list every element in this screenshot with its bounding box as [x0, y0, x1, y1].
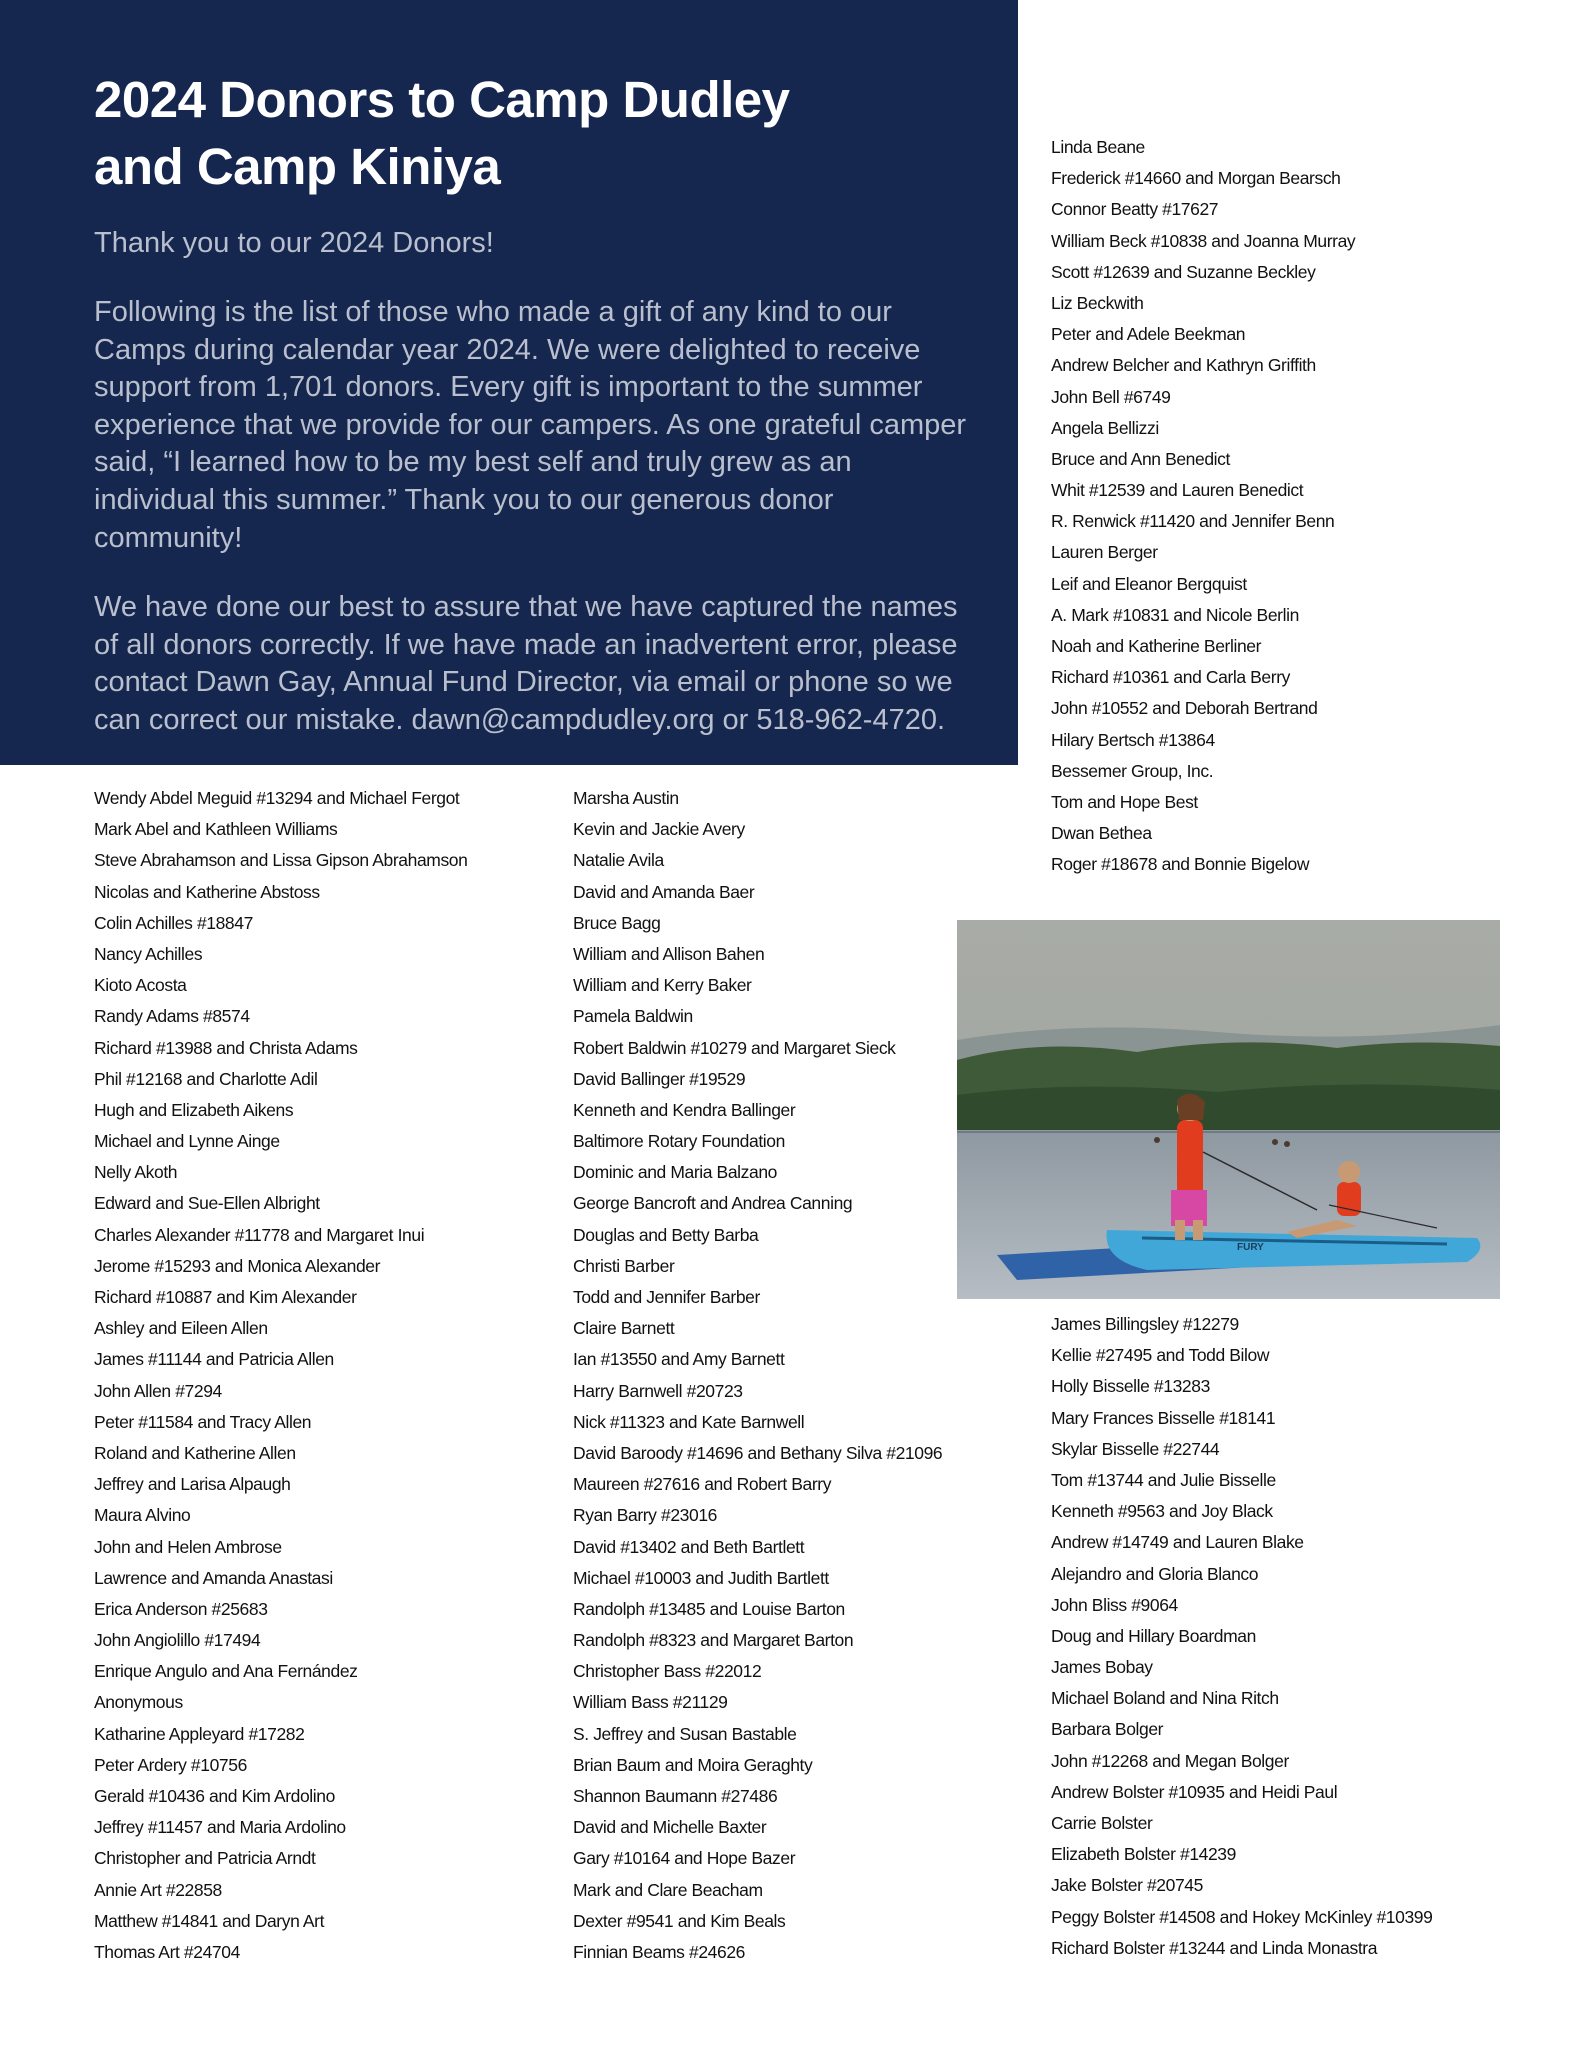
donor-entry: Jake Bolster #20745	[1051, 1875, 1203, 1896]
donor-entry: Peter and Adele Beekman	[1051, 324, 1246, 345]
donor-entry: Roland and Katherine Allen	[94, 1442, 296, 1463]
donor-entry: Richard #10361 and Carla Berry	[1051, 667, 1290, 688]
donor-entry: Natalie Avila	[573, 850, 664, 871]
donor-entry: Colin Achilles #18847	[94, 912, 253, 933]
donor-entry: Enrique Angulo and Ana Fernández	[94, 1661, 358, 1682]
donor-entry: Finnian Beams #24626	[573, 1941, 745, 1962]
donor-entry: David and Amanda Baer	[573, 881, 755, 902]
donor-entry: Michael Boland and Nina Ritch	[1051, 1688, 1279, 1709]
donor-entry: Peter Ardery #10756	[94, 1754, 247, 1775]
header-panel	[0, 0, 1018, 765]
title-line-1: 2024 Donors to Camp Dudley	[94, 71, 790, 128]
donor-entry: Maureen #27616 and Robert Barry	[573, 1474, 832, 1495]
donor-entry: John Angiolillo #17494	[94, 1630, 261, 1651]
donor-entry: Liz Beckwith	[1051, 292, 1144, 313]
donor-entry: Ashley and Eileen Allen	[94, 1318, 268, 1339]
donor-entry: Frederick #14660 and Morgan Bearsch	[1051, 168, 1341, 189]
donor-entry: Andrew #14749 and Lauren Blake	[1051, 1532, 1304, 1553]
donor-entry: Pamela Baldwin	[573, 1006, 693, 1027]
contact-paragraph: We have done our best to assure that we have captured the names of all donors correctly. If we have made an inadvertent error, please contact Dawn Gay, Annual Fund Director, via email or phone so we can correct our mistake. dawn@campdudley.org or 518-962-4720.	[94, 591, 958, 736]
donor-entry: James Billingsley #12279	[1051, 1314, 1239, 1334]
donor-entry: Douglas and Betty Barba	[573, 1224, 759, 1245]
donor-entry: Todd and Jennifer Barber	[573, 1287, 760, 1307]
donor-entry: Mark and Clare Beacham	[573, 1879, 763, 1900]
donor-column-2	[573, 783, 942, 1968]
donor-entry: Kenneth #9563 and Joy Black	[1051, 1501, 1273, 1522]
donor-entry: Nancy Achilles	[94, 943, 203, 964]
title-line-2: and Camp Kiniya	[94, 138, 501, 195]
donor-entry: David and Michelle Baxter	[573, 1817, 767, 1838]
donor-entry: Tom #13744 and Julie Bisselle	[1051, 1469, 1276, 1490]
donor-column-3-bottom	[1051, 1309, 1432, 1964]
donor-entry: Christopher and Patricia Arndt	[94, 1848, 316, 1869]
donor-entry: A. Mark #10831 and Nicole Berlin	[1051, 604, 1299, 625]
donor-entry: Bessemer Group, Inc.	[1051, 760, 1214, 781]
donor-entry: Kioto Acosta	[94, 975, 187, 996]
donor-entry: Richard Bolster #13244 and Linda Monastra	[1051, 1937, 1378, 1958]
donor-entry: John #12268 and Megan Bolger	[1051, 1750, 1289, 1771]
donor-entry: Doug and Hillary Boardman	[1051, 1625, 1256, 1646]
donor-entry: David Ballinger #19529	[573, 1068, 746, 1089]
donor-entry: S. Jeffrey and Susan Bastable	[573, 1723, 797, 1744]
donor-entry: Elizabeth Bolster #14239	[1051, 1844, 1236, 1865]
donor-entry: Jeffrey and Larisa Alpaugh	[94, 1474, 291, 1495]
donor-entry: Richard #13988 and Christa Adams	[94, 1037, 358, 1058]
donor-entry: Hilary Bertsch #13864	[1051, 729, 1215, 750]
donor-entry: Erica Anderson #25683	[94, 1598, 268, 1619]
donor-entry: Bruce Bagg	[573, 912, 661, 933]
donor-entry: Maura Alvino	[94, 1505, 191, 1526]
donor-entry: Claire Barnett	[573, 1318, 675, 1339]
donor-entry: Ryan Barry #23016	[573, 1505, 717, 1526]
donor-entry: Nicolas and Katherine Abstoss	[94, 881, 320, 902]
donor-entry: Dominic and Maria Balzano	[573, 1162, 777, 1183]
donor-entry: Baltimore Rotary Foundation	[573, 1131, 785, 1152]
donor-entry: Thomas Art #24704	[94, 1941, 240, 1962]
donor-entry: Edward and Sue-Ellen Albright	[94, 1193, 320, 1214]
donor-entry: Andrew Belcher and Kathryn Griffith	[1051, 355, 1316, 376]
intro-paragraph: Following is the list of those who made a gift of any kind to our Camps during calendar year 2024. We were delighted to receive support from 1,701 donors. Every gift is important to the summer experience that we provide for our campers. As one grateful camper said, “I learned how to be my best self and truly grew as an individual this summer.” Thank you to our generous donor community!	[94, 296, 967, 554]
donor-entry: James Bobay	[1051, 1657, 1153, 1678]
donor-entry: Bruce and Ann Benedict	[1051, 448, 1230, 469]
donor-entry: Nick #11323 and Kate Barnwell	[573, 1411, 805, 1432]
donor-entry: Roger #18678 and Bonnie Bigelow	[1051, 854, 1310, 875]
donor-entry: Holly Bisselle #13283	[1051, 1376, 1210, 1397]
donor-entry: William Bass #21129	[573, 1692, 728, 1713]
donor-entry: Randy Adams #8574	[94, 1006, 250, 1027]
donor-entry: Tom and Hope Best	[1051, 791, 1198, 812]
donor-entry: Kellie #27495 and Todd Bilow	[1051, 1345, 1270, 1366]
kayak-photo-illustration	[957, 920, 1500, 1299]
donor-entry: Phil #12168 and Charlotte Adil	[94, 1068, 318, 1089]
donor-entry: Whit #12539 and Lauren Benedict	[1051, 480, 1304, 501]
donor-entry: Scott #12639 and Suzanne Beckley	[1051, 261, 1316, 282]
donor-entry: George Bancroft and Andrea Canning	[573, 1193, 853, 1214]
donor-entry: Kenneth and Kendra Ballinger	[573, 1099, 796, 1120]
donor-entry: David Baroody #14696 and Bethany Silva #21096	[573, 1442, 943, 1463]
donor-entry: Leif and Eleanor Bergquist	[1051, 573, 1247, 594]
donor-entry: Alejandro and Gloria Blanco	[1051, 1563, 1259, 1584]
donor-entry: Michael #10003 and Judith Bartlett	[573, 1567, 829, 1588]
donor-entry: William and Kerry Baker	[573, 975, 752, 996]
donor-entry: Lauren Berger	[1051, 542, 1158, 563]
donor-entry: Barbara Bolger	[1051, 1719, 1164, 1740]
donor-entry: Nelly Akoth	[94, 1162, 178, 1183]
donor-entry: David #13402 and Beth Bartlett	[573, 1536, 805, 1557]
donor-entry: Ian #13550 and Amy Barnett	[573, 1349, 785, 1370]
kayak-label: FURY	[1237, 1242, 1264, 1253]
donor-entry: Randolph #13485 and Louise Barton	[573, 1598, 845, 1619]
donor-entry: Jerome #15293 and Monica Alexander	[94, 1255, 381, 1276]
donor-entry: Jeffrey #11457 and Maria Ardolino	[94, 1817, 346, 1838]
donor-entry: William Beck #10838 and Joanna Murray	[1051, 230, 1356, 251]
donor-entry: Linda Beane	[1051, 137, 1145, 157]
donor-entry: Dwan Bethea	[1051, 823, 1152, 844]
donor-entry: Andrew Bolster #10935 and Heidi Paul	[1051, 1781, 1338, 1802]
donor-entry: Mark Abel and Kathleen Williams	[94, 819, 338, 840]
page-title	[94, 66, 978, 200]
kayak-photo	[957, 920, 1500, 1299]
donor-column-3-top	[1051, 132, 1355, 881]
donor-entry: Brian Baum and Moira Geraghty	[573, 1754, 813, 1775]
donor-entry: John Bell #6749	[1051, 386, 1171, 407]
donor-entry: Connor Beatty #17627	[1051, 199, 1219, 220]
donor-entry: Dexter #9541 and Kim Beals	[573, 1910, 786, 1931]
donor-entry: James #11144 and Patricia Allen	[94, 1349, 334, 1370]
donor-entry: Christi Barber	[573, 1255, 675, 1276]
donor-entry: Steve Abrahamson and Lissa Gipson Abrahamson	[94, 850, 468, 871]
donor-entry: Richard #10887 and Kim Alexander	[94, 1287, 357, 1307]
donor-entry: Gary #10164 and Hope Bazer	[573, 1848, 796, 1869]
donor-entry: Robert Baldwin #10279 and Margaret Sieck	[573, 1037, 896, 1058]
donor-entry: Wendy Abdel Meguid #13294 and Michael Fergot	[94, 788, 460, 808]
donor-entry: Kevin and Jackie Avery	[573, 819, 745, 840]
donor-entry: Randolph #8323 and Margaret Barton	[573, 1630, 854, 1651]
donor-entry: Shannon Baumann #27486	[573, 1786, 778, 1806]
donor-entry: Noah and Katherine Berliner	[1051, 636, 1262, 656]
donor-entry: Lawrence and Amanda Anastasi	[94, 1567, 333, 1588]
donor-entry: R. Renwick #11420 and Jennifer Benn	[1051, 511, 1335, 532]
donor-column-1	[94, 783, 467, 1968]
donor-entry: John Allen #7294	[94, 1380, 222, 1401]
donor-entry: Michael and Lynne Ainge	[94, 1131, 280, 1152]
donor-entry: Gerald #10436 and Kim Ardolino	[94, 1786, 335, 1806]
donor-entry: Angela Bellizzi	[1051, 417, 1159, 438]
donor-entry: John #10552 and Deborah Bertrand	[1051, 698, 1318, 719]
donor-entry: Hugh and Elizabeth Aikens	[94, 1099, 294, 1120]
donor-entry: Carrie Bolster	[1051, 1813, 1153, 1833]
donor-entry: Marsha Austin	[573, 788, 679, 808]
donor-entry: John and Helen Ambrose	[94, 1536, 282, 1557]
donor-entry: Annie Art #22858	[94, 1879, 222, 1900]
donor-entry: Peter #11584 and Tracy Allen	[94, 1411, 312, 1432]
donor-entry: John Bliss #9064	[1051, 1594, 1178, 1615]
donor-entry: William and Allison Bahen	[573, 943, 765, 964]
donor-entry: Harry Barnwell #20723	[573, 1380, 743, 1401]
donor-entry: Matthew #14841 and Daryn Art	[94, 1910, 325, 1931]
donor-entry: Peggy Bolster #14508 and Hokey McKinley #10399	[1051, 1906, 1433, 1927]
donor-entry: Anonymous	[94, 1692, 183, 1713]
donor-entry: Christopher Bass #22012	[573, 1661, 762, 1682]
donor-entry: Charles Alexander #11778 and Margaret Inui	[94, 1224, 425, 1245]
donor-entry: Katharine Appleyard #17282	[94, 1723, 305, 1744]
thank-you-line: Thank you to our 2024 Donors!	[94, 227, 494, 259]
donor-entry: Mary Frances Bisselle #18141	[1051, 1407, 1276, 1428]
donor-entry: Skylar Bisselle #22744	[1051, 1438, 1220, 1459]
